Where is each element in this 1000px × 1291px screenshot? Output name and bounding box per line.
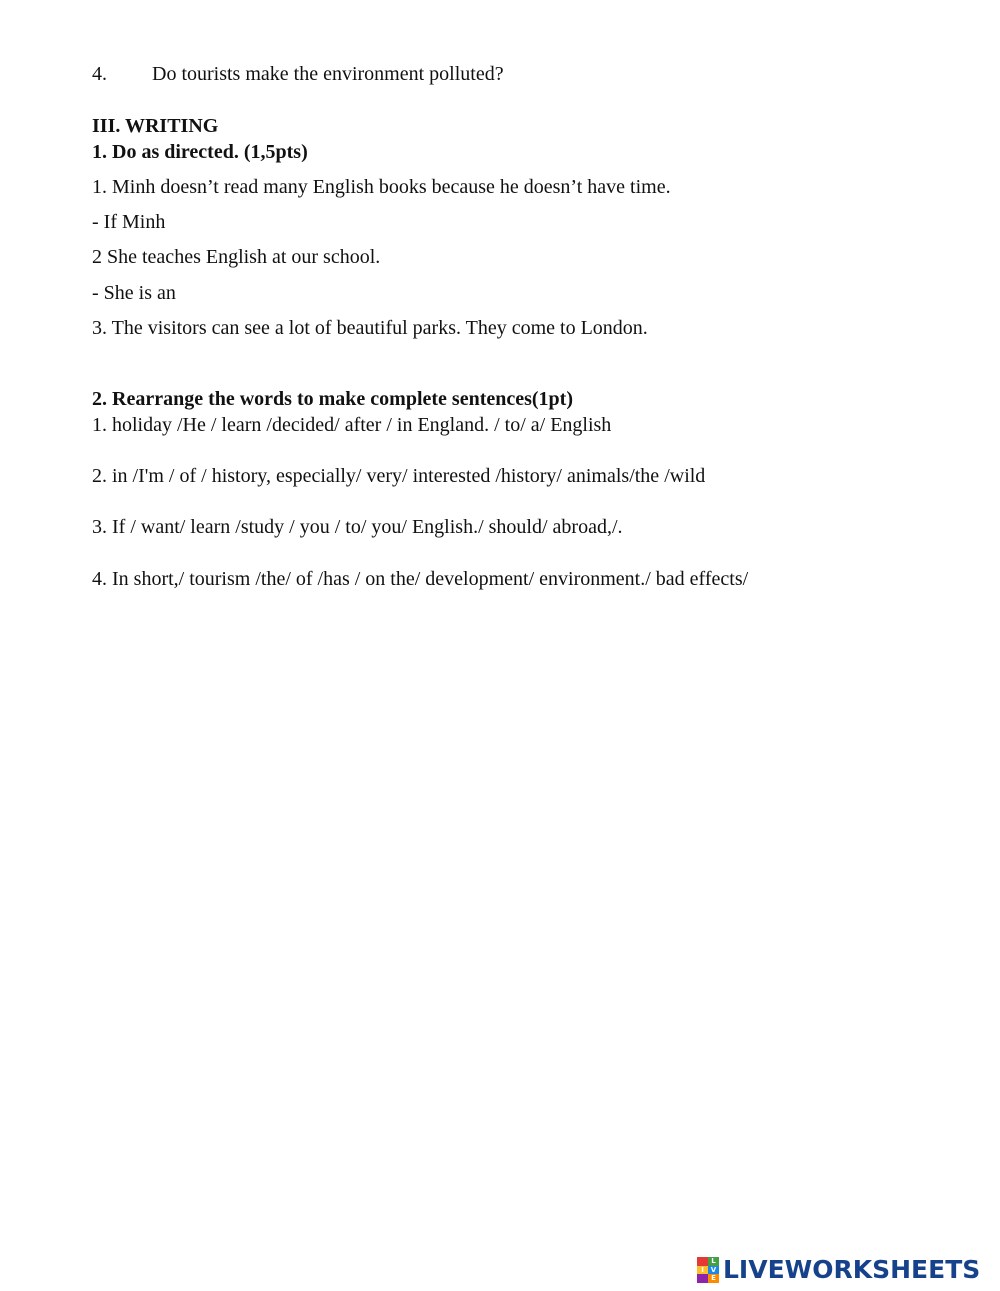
section-heading-writing: III. WRITING	[92, 115, 219, 137]
part1-heading: 1. Do as directed. (1,5pts)	[92, 141, 308, 163]
logo-tile: I	[697, 1266, 708, 1274]
part1-line: 1. Minh doesn’t read many English books because he doesn’t have time.	[92, 176, 671, 198]
question-number: 4.	[92, 63, 107, 85]
part1-line: - She is an	[92, 282, 176, 304]
part2-heading: 2. Rearrange the words to make complete sentences(1pt)	[92, 388, 573, 410]
logo-tile	[697, 1274, 708, 1283]
liveworksheets-logo-text: LIVEWORKSHEETS	[723, 1255, 981, 1284]
part2-item: 3. If / want/ learn /study / you / to/ you/ English./ should/ abroad,/.	[92, 516, 623, 538]
part2-item: 4. In short,/ tourism /the/ of /has / on the/ development/ environment./ bad effects/	[92, 568, 749, 590]
part1-line: 2 She teaches English at our school.	[92, 246, 381, 268]
liveworksheets-logo	[697, 1254, 980, 1286]
liveworksheets-logo-icon	[697, 1257, 719, 1283]
logo-tile: L	[708, 1257, 719, 1266]
part2-item: 2. in /I'm / of / history, especially/ very/ interested /history/ animals/the /wild	[92, 465, 706, 487]
part2-item: 1. holiday /He / learn /decided/ after / in England. / to/ a/ English	[92, 414, 612, 436]
part1-line: 3. The visitors can see a lot of beautiful parks. They come to London.	[92, 317, 648, 339]
reading-question-4-text: Do tourists make the environment polluted?	[152, 63, 504, 85]
logo-tile	[697, 1257, 708, 1266]
reading-question-4	[92, 62, 107, 86]
logo-tile: E	[708, 1274, 719, 1283]
part1-line: - If Minh	[92, 211, 166, 233]
logo-tile: V	[708, 1266, 719, 1274]
